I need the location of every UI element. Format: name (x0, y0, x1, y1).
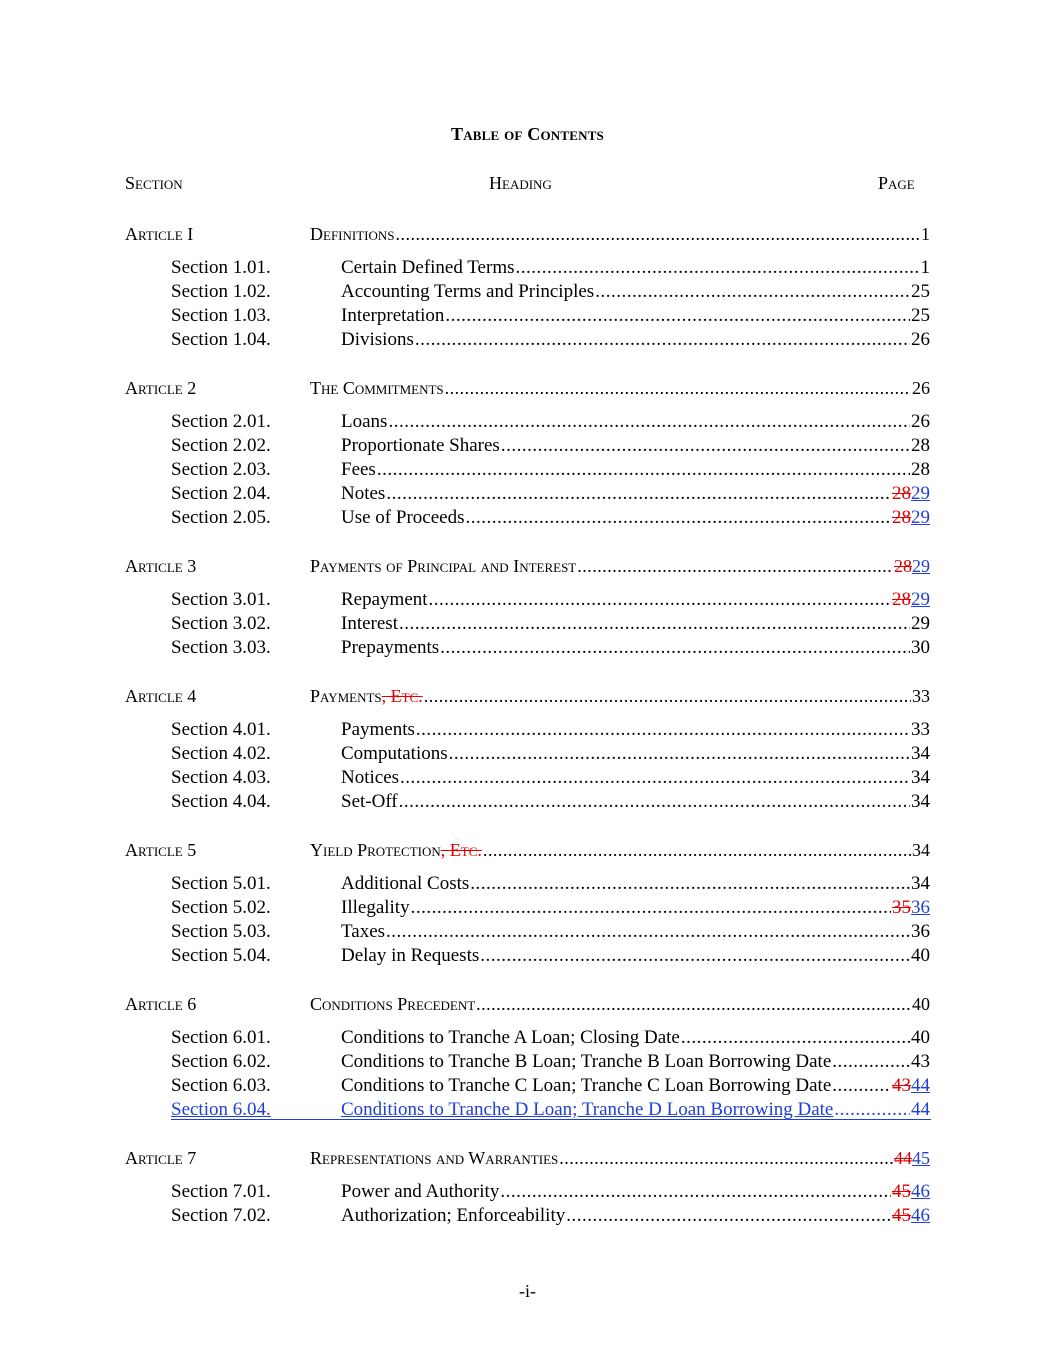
page-number (892, 1180, 930, 1204)
section-label: Section 1.03. (171, 305, 271, 326)
page-number-value: 25 (911, 281, 930, 302)
dot-leader (411, 896, 891, 920)
page-number-deleted: 45 (892, 1205, 911, 1226)
page-number (912, 684, 930, 708)
page-number-value: 30 (911, 637, 930, 658)
page-number-inserted: 29 (911, 483, 930, 504)
page-number-value: 34 (911, 743, 930, 764)
section-title: Conditions to Tranche B Loan; Tranche B Loan Borrowing Date (341, 1051, 832, 1072)
page-number-value: 33 (912, 686, 930, 706)
section-label: Section 2.05. (171, 507, 271, 528)
dot-leader (396, 222, 921, 246)
page-number (892, 482, 930, 506)
toc-article-row[interactable] (0, 684, 1055, 708)
dot-leader (832, 1074, 891, 1098)
page-number-deleted: 44 (894, 1148, 912, 1168)
dot-leader (516, 256, 920, 280)
article-title-deleted: , Etc. (440, 840, 482, 860)
page-number (912, 838, 930, 862)
section-label: Section 3.01. (171, 589, 271, 610)
article-heading (310, 554, 930, 578)
article-heading (310, 838, 930, 862)
section-heading (341, 944, 930, 968)
article-heading (310, 222, 930, 246)
page-number-value: 29 (911, 613, 930, 634)
toc-section-row[interactable] (0, 256, 1055, 280)
page-number (911, 612, 930, 636)
toc-section-row[interactable] (0, 944, 1055, 968)
page-number-inserted: 45 (912, 1148, 930, 1168)
section-title: Authorization; Enforceability (341, 1205, 566, 1226)
page-number-value: 34 (912, 840, 930, 860)
article-label: Article 3 (125, 556, 197, 576)
page-number-inserted: 46 (911, 1181, 930, 1202)
dot-leader (440, 636, 910, 660)
dot-leader (449, 742, 910, 766)
toc-article-row[interactable] (0, 222, 1055, 246)
dot-leader (470, 872, 910, 896)
section-heading (341, 1026, 930, 1050)
article-label: Article 6 (125, 994, 197, 1014)
page-number (892, 1204, 930, 1228)
page-number-deleted: 28 (894, 556, 912, 576)
section-label: Section 6.02. (171, 1051, 271, 1072)
toc-section-row[interactable] (0, 588, 1055, 612)
section-title: Notices (341, 767, 400, 788)
section-title: Power and Authority (341, 1181, 500, 1202)
page-number-value: 34 (911, 873, 930, 894)
section-label: Section 6.03. (171, 1075, 271, 1096)
section-title: Accounting Terms and Principles (341, 281, 595, 302)
section-label: Section 1.04. (171, 329, 271, 350)
dot-leader (681, 1026, 910, 1050)
page-number (911, 1026, 930, 1050)
section-title: Fees (341, 459, 376, 480)
toc-section-row[interactable] (0, 458, 1055, 482)
column-header-page: Page (878, 173, 915, 193)
section-heading (341, 588, 930, 612)
page-number (911, 1050, 930, 1074)
page-number-value: 33 (911, 719, 930, 740)
column-header-heading: Heading (489, 173, 552, 193)
page-number-inserted: 46 (911, 1205, 930, 1226)
section-heading (341, 718, 930, 742)
toc-section-row[interactable] (0, 896, 1055, 920)
article-title: Conditions Precedent (310, 994, 476, 1014)
page-number (911, 742, 930, 766)
page-number (911, 718, 930, 742)
section-heading (341, 410, 930, 434)
section-heading (341, 434, 930, 458)
dot-leader (424, 684, 911, 708)
section-label: Section 2.02. (171, 435, 271, 456)
section-label: Section 5.02. (171, 897, 271, 918)
page-number (911, 328, 930, 352)
section-heading (341, 612, 930, 636)
dot-leader (399, 790, 910, 814)
section-title: Repayment (341, 589, 428, 610)
section-label: Section 3.02. (171, 613, 271, 634)
page-number (894, 554, 930, 578)
toc-section-row[interactable] (0, 1098, 1055, 1122)
page-number-deleted: 43 (892, 1075, 911, 1096)
dot-leader (400, 766, 910, 790)
page-number (911, 920, 930, 944)
toc-article-row[interactable] (0, 992, 1055, 1016)
page-number (911, 410, 930, 434)
dot-leader (445, 304, 910, 328)
section-title: Illegality (341, 897, 410, 918)
section-title: Proportionate Shares (341, 435, 500, 456)
toc-section-row[interactable] (0, 1026, 1055, 1050)
section-title: Notes (341, 483, 386, 504)
section-heading (341, 766, 930, 790)
section-title: Use of Proceeds (341, 507, 465, 528)
toc-section-row[interactable] (0, 612, 1055, 636)
page-number-deleted: 45 (892, 1181, 911, 1202)
page-number (911, 458, 930, 482)
section-title: Certain Defined Terms (341, 257, 515, 278)
article-label: Article I (125, 224, 194, 244)
dot-leader (388, 410, 910, 434)
page-number-deleted: 35 (892, 897, 911, 918)
dot-leader (500, 1180, 891, 1204)
article-title-deleted: , Etc. (381, 686, 423, 706)
section-title: Conditions to Tranche A Loan; Closing Date (341, 1027, 680, 1048)
section-heading (341, 1180, 930, 1204)
dot-leader (429, 588, 891, 612)
toc-section-row[interactable] (0, 482, 1055, 506)
section-title: Delay in Requests (341, 945, 480, 966)
article-heading (310, 1146, 930, 1170)
section-label: Section 7.02. (171, 1205, 271, 1226)
article-label: Article 2 (125, 378, 197, 398)
toc-section-row[interactable] (0, 506, 1055, 530)
toc-section-row[interactable] (0, 920, 1055, 944)
article-title: Representations and Warranties (310, 1148, 559, 1168)
toc-section-row[interactable] (0, 1204, 1055, 1228)
dot-leader (476, 992, 911, 1016)
page-number (892, 896, 930, 920)
page-number-inserted: 44 (911, 1075, 930, 1096)
page-number (911, 636, 930, 660)
toc-article-row[interactable] (0, 554, 1055, 578)
section-heading (341, 458, 930, 482)
article-title: Definitions (310, 224, 395, 244)
toc-section-row[interactable] (0, 718, 1055, 742)
column-header-section: Section (125, 173, 183, 193)
section-title: Interpretation (341, 305, 445, 326)
section-heading (341, 1050, 930, 1074)
section-heading (341, 1204, 930, 1228)
toc-section-row[interactable] (0, 790, 1055, 814)
article-label: Article 4 (125, 686, 197, 706)
toc-section-row[interactable] (0, 1180, 1055, 1204)
section-label: Section 7.01. (171, 1181, 271, 1202)
page-number-value: 44 (911, 1099, 930, 1120)
toc-section-row[interactable] (0, 328, 1055, 352)
section-title: Interest (341, 613, 398, 634)
dot-leader (595, 280, 910, 304)
section-label: Section 5.03. (171, 921, 271, 942)
dot-leader (832, 1050, 910, 1074)
page-number-value: 36 (911, 921, 930, 942)
page-number (892, 1074, 930, 1098)
section-label: Section 1.01. (171, 257, 271, 278)
page-number-value: 26 (912, 378, 930, 398)
page-number-value: 40 (912, 994, 930, 1014)
dot-leader (377, 458, 910, 482)
article-title: The Commitments (310, 378, 444, 398)
toc-section-row[interactable] (0, 872, 1055, 896)
section-heading (341, 506, 930, 530)
page-number-value: 28 (911, 459, 930, 480)
page-number-value: 34 (911, 767, 930, 788)
page-number-value: 26 (911, 329, 930, 350)
dot-leader (386, 920, 910, 944)
dot-leader (465, 506, 891, 530)
section-title: Set-Off (341, 791, 398, 812)
dot-leader (577, 554, 893, 578)
section-label: Section 4.02. (171, 743, 271, 764)
page-number-deleted: 28 (892, 483, 911, 504)
page-number-deleted: 28 (892, 507, 911, 528)
dot-leader (415, 328, 910, 352)
section-heading (341, 636, 930, 660)
toc-article-row[interactable] (0, 376, 1055, 400)
section-label: Section 4.01. (171, 719, 271, 740)
dot-leader (399, 612, 910, 636)
page-number (921, 256, 931, 280)
page-number-value: 40 (911, 945, 930, 966)
page-number-deleted: 28 (892, 589, 911, 610)
section-title: Payments (341, 719, 415, 740)
toc-title: Table of Contents (451, 124, 604, 144)
article-heading (310, 376, 930, 400)
page-number (921, 222, 930, 246)
page-number-value: 26 (911, 411, 930, 432)
toc-section-row[interactable] (0, 766, 1055, 790)
section-heading (341, 896, 930, 920)
section-title: Loans (341, 411, 388, 432)
toc-section-row[interactable] (0, 742, 1055, 766)
section-heading (341, 304, 930, 328)
article-label: Article 5 (125, 840, 197, 860)
dot-leader (559, 1146, 893, 1170)
page-number-value: 28 (911, 435, 930, 456)
section-label: Section 4.04. (171, 791, 271, 812)
page-number-inserted: 29 (912, 556, 930, 576)
section-title: Computations (341, 743, 448, 764)
section-title: Taxes (341, 921, 386, 942)
section-title: Prepayments (341, 637, 440, 658)
section-label: Section 2.03. (171, 459, 271, 480)
page-number-value: 25 (911, 305, 930, 326)
page-number-inserted: 29 (911, 589, 930, 610)
section-heading (341, 872, 930, 896)
page-number-value: 1 (921, 224, 930, 244)
toc-section-row[interactable] (0, 1050, 1055, 1074)
page-number (911, 434, 930, 458)
page-number-footer: -i- (519, 1281, 536, 1301)
section-title: Conditions to Tranche C Loan; Tranche C Loan Borrowing Date (341, 1075, 832, 1096)
section-heading (341, 280, 930, 304)
page-number (911, 790, 930, 814)
toc-section-row[interactable] (0, 304, 1055, 328)
page-number (911, 872, 930, 896)
page-number-inserted: 36 (911, 897, 930, 918)
article-label: Article 7 (125, 1148, 197, 1168)
section-heading (341, 1074, 930, 1098)
dot-leader (480, 944, 910, 968)
toc-section-row[interactable] (0, 410, 1055, 434)
section-label: Section 3.03. (171, 637, 271, 658)
section-label: Section 6.01. (171, 1027, 271, 1048)
section-heading (341, 920, 930, 944)
article-heading (310, 992, 930, 1016)
page-number-inserted: 29 (911, 507, 930, 528)
toc-section-row[interactable] (0, 636, 1055, 660)
page-number (911, 304, 930, 328)
page-number-value: 34 (911, 791, 930, 812)
section-label: Section 6.04. (171, 1099, 271, 1120)
page-number (912, 376, 930, 400)
page-number-value: 1 (920, 257, 930, 278)
dot-leader (566, 1204, 891, 1228)
section-heading (341, 790, 930, 814)
inserted-underline (171, 1119, 931, 1120)
section-label: Section 1.02. (171, 281, 271, 302)
toc-section-row[interactable] (0, 434, 1055, 458)
dot-leader (386, 482, 891, 506)
dot-leader (483, 838, 911, 862)
section-heading (341, 482, 930, 506)
section-label: Section 2.01. (171, 411, 271, 432)
section-label: Section 2.04. (171, 483, 271, 504)
page-number (892, 506, 930, 530)
page-number (911, 280, 930, 304)
page-number-value: 40 (911, 1027, 930, 1048)
section-label: Section 5.04. (171, 945, 271, 966)
page-number (892, 588, 930, 612)
page-number-value: 43 (911, 1051, 930, 1072)
section-label: Section 5.01. (171, 873, 271, 894)
page-number (894, 1146, 930, 1170)
page-number (912, 992, 930, 1016)
toc-section-row[interactable] (0, 1074, 1055, 1098)
section-label: Section 4.03. (171, 767, 271, 788)
article-title: Payments of Principal and Interest (310, 556, 577, 576)
page-number (911, 766, 930, 790)
page-number (911, 944, 930, 968)
section-title: Additional Costs (341, 873, 470, 894)
toc-article-row[interactable] (0, 838, 1055, 862)
article-heading (310, 684, 930, 708)
article-title: Payments (310, 686, 382, 706)
section-heading (341, 742, 930, 766)
section-heading (341, 256, 930, 280)
dot-leader (445, 376, 911, 400)
article-title: Yield Protection (310, 840, 441, 860)
toc-article-row[interactable] (0, 1146, 1055, 1170)
section-title: Divisions (341, 329, 414, 350)
section-title: Conditions to Tranche D Loan; Tranche D Loan Borrowing Date (341, 1099, 834, 1120)
section-heading (341, 328, 930, 352)
dot-leader (501, 434, 910, 458)
toc-section-row[interactable] (0, 280, 1055, 304)
dot-leader (416, 718, 910, 742)
